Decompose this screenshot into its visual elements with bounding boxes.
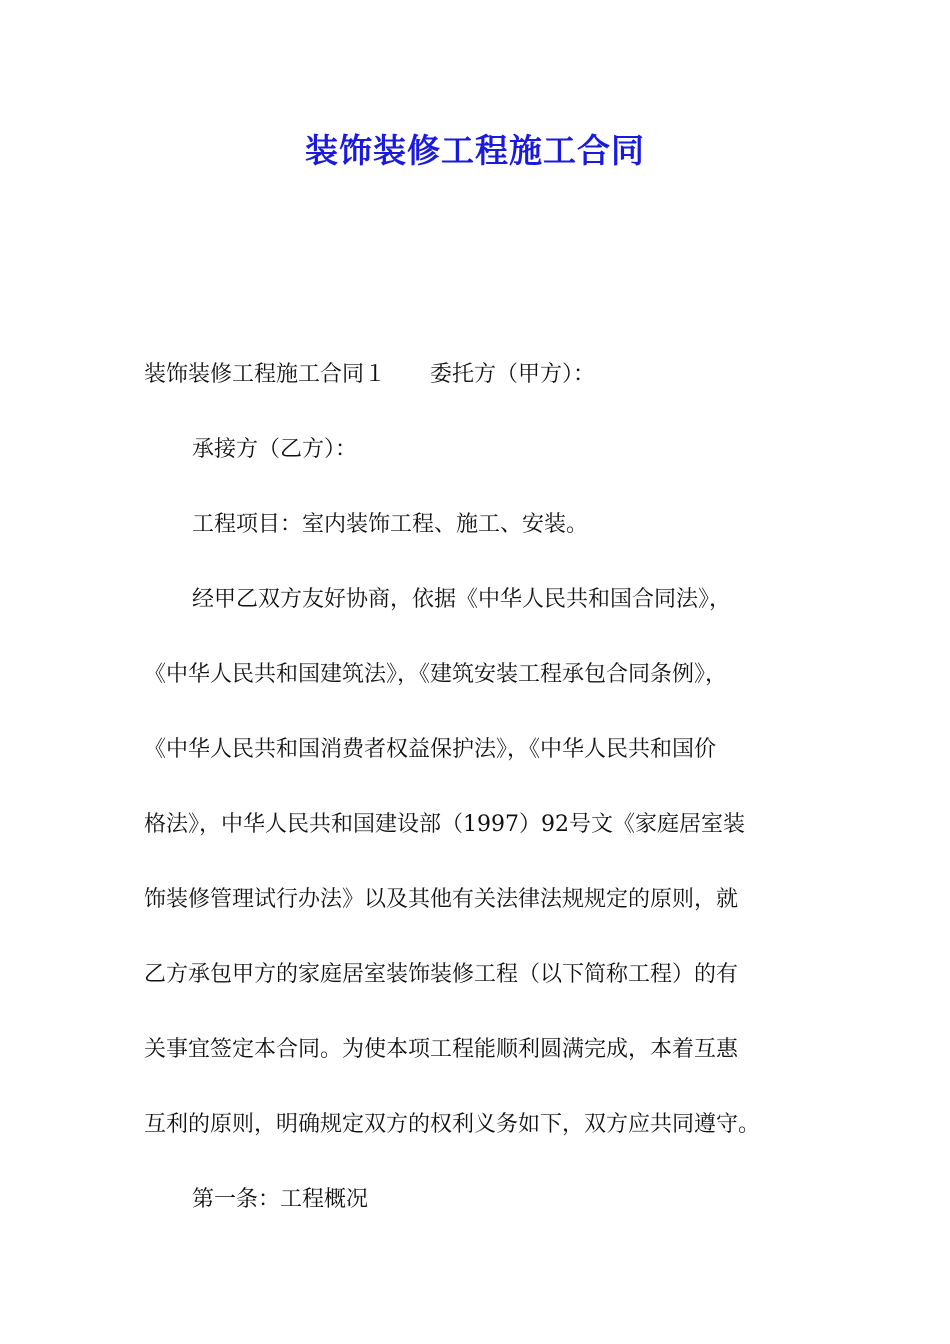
client-party-label: 委托方（甲方）： (430, 362, 596, 387)
paragraph-line-7: 格法》，中华人民共和国建设部（1997）92号文《家庭居室装 (144, 812, 745, 837)
paragraph-line-1 (144, 337, 834, 412)
paragraph-line-6: 《中华人民共和国消费者权益保护法》，《中华人民共和国价 (144, 737, 717, 762)
paragraph-line-9: 乙方承包甲方的家庭居室装饰装修工程（以下简称工程）的有 (144, 962, 739, 987)
paragraph-line-10: 关事宜签定本合同。为使本项工程能顺利圆满完成，本着互惠 (144, 1037, 739, 1062)
document-title: 装饰装修工程施工合同 (305, 131, 645, 170)
paragraph-line-4: 经甲乙双方友好协商，依据《中华人民共和国合同法》， (192, 587, 732, 612)
contractor-party-label: 承接方（乙方）： (192, 437, 358, 462)
document-body (144, 337, 834, 1237)
project-item-line: 工程项目：室内装饰工程、施工、安装。 (192, 512, 589, 537)
article-one-heading: 第一条：工程概况 (192, 1187, 369, 1212)
contract-heading-ref: 装饰装修工程施工合同１ (144, 362, 387, 387)
paragraph-line-11: 互利的原则，明确规定双方的权利义务如下，双方应共同遵守。 (144, 1112, 761, 1137)
paragraph-line-5: 《中华人民共和国建筑法》，《建筑安装工程承包合同条例》， (144, 662, 728, 687)
paragraph-line-8: 饰装修管理试行办法》以及其他有关法律法规规定的原则，就 (144, 887, 739, 912)
